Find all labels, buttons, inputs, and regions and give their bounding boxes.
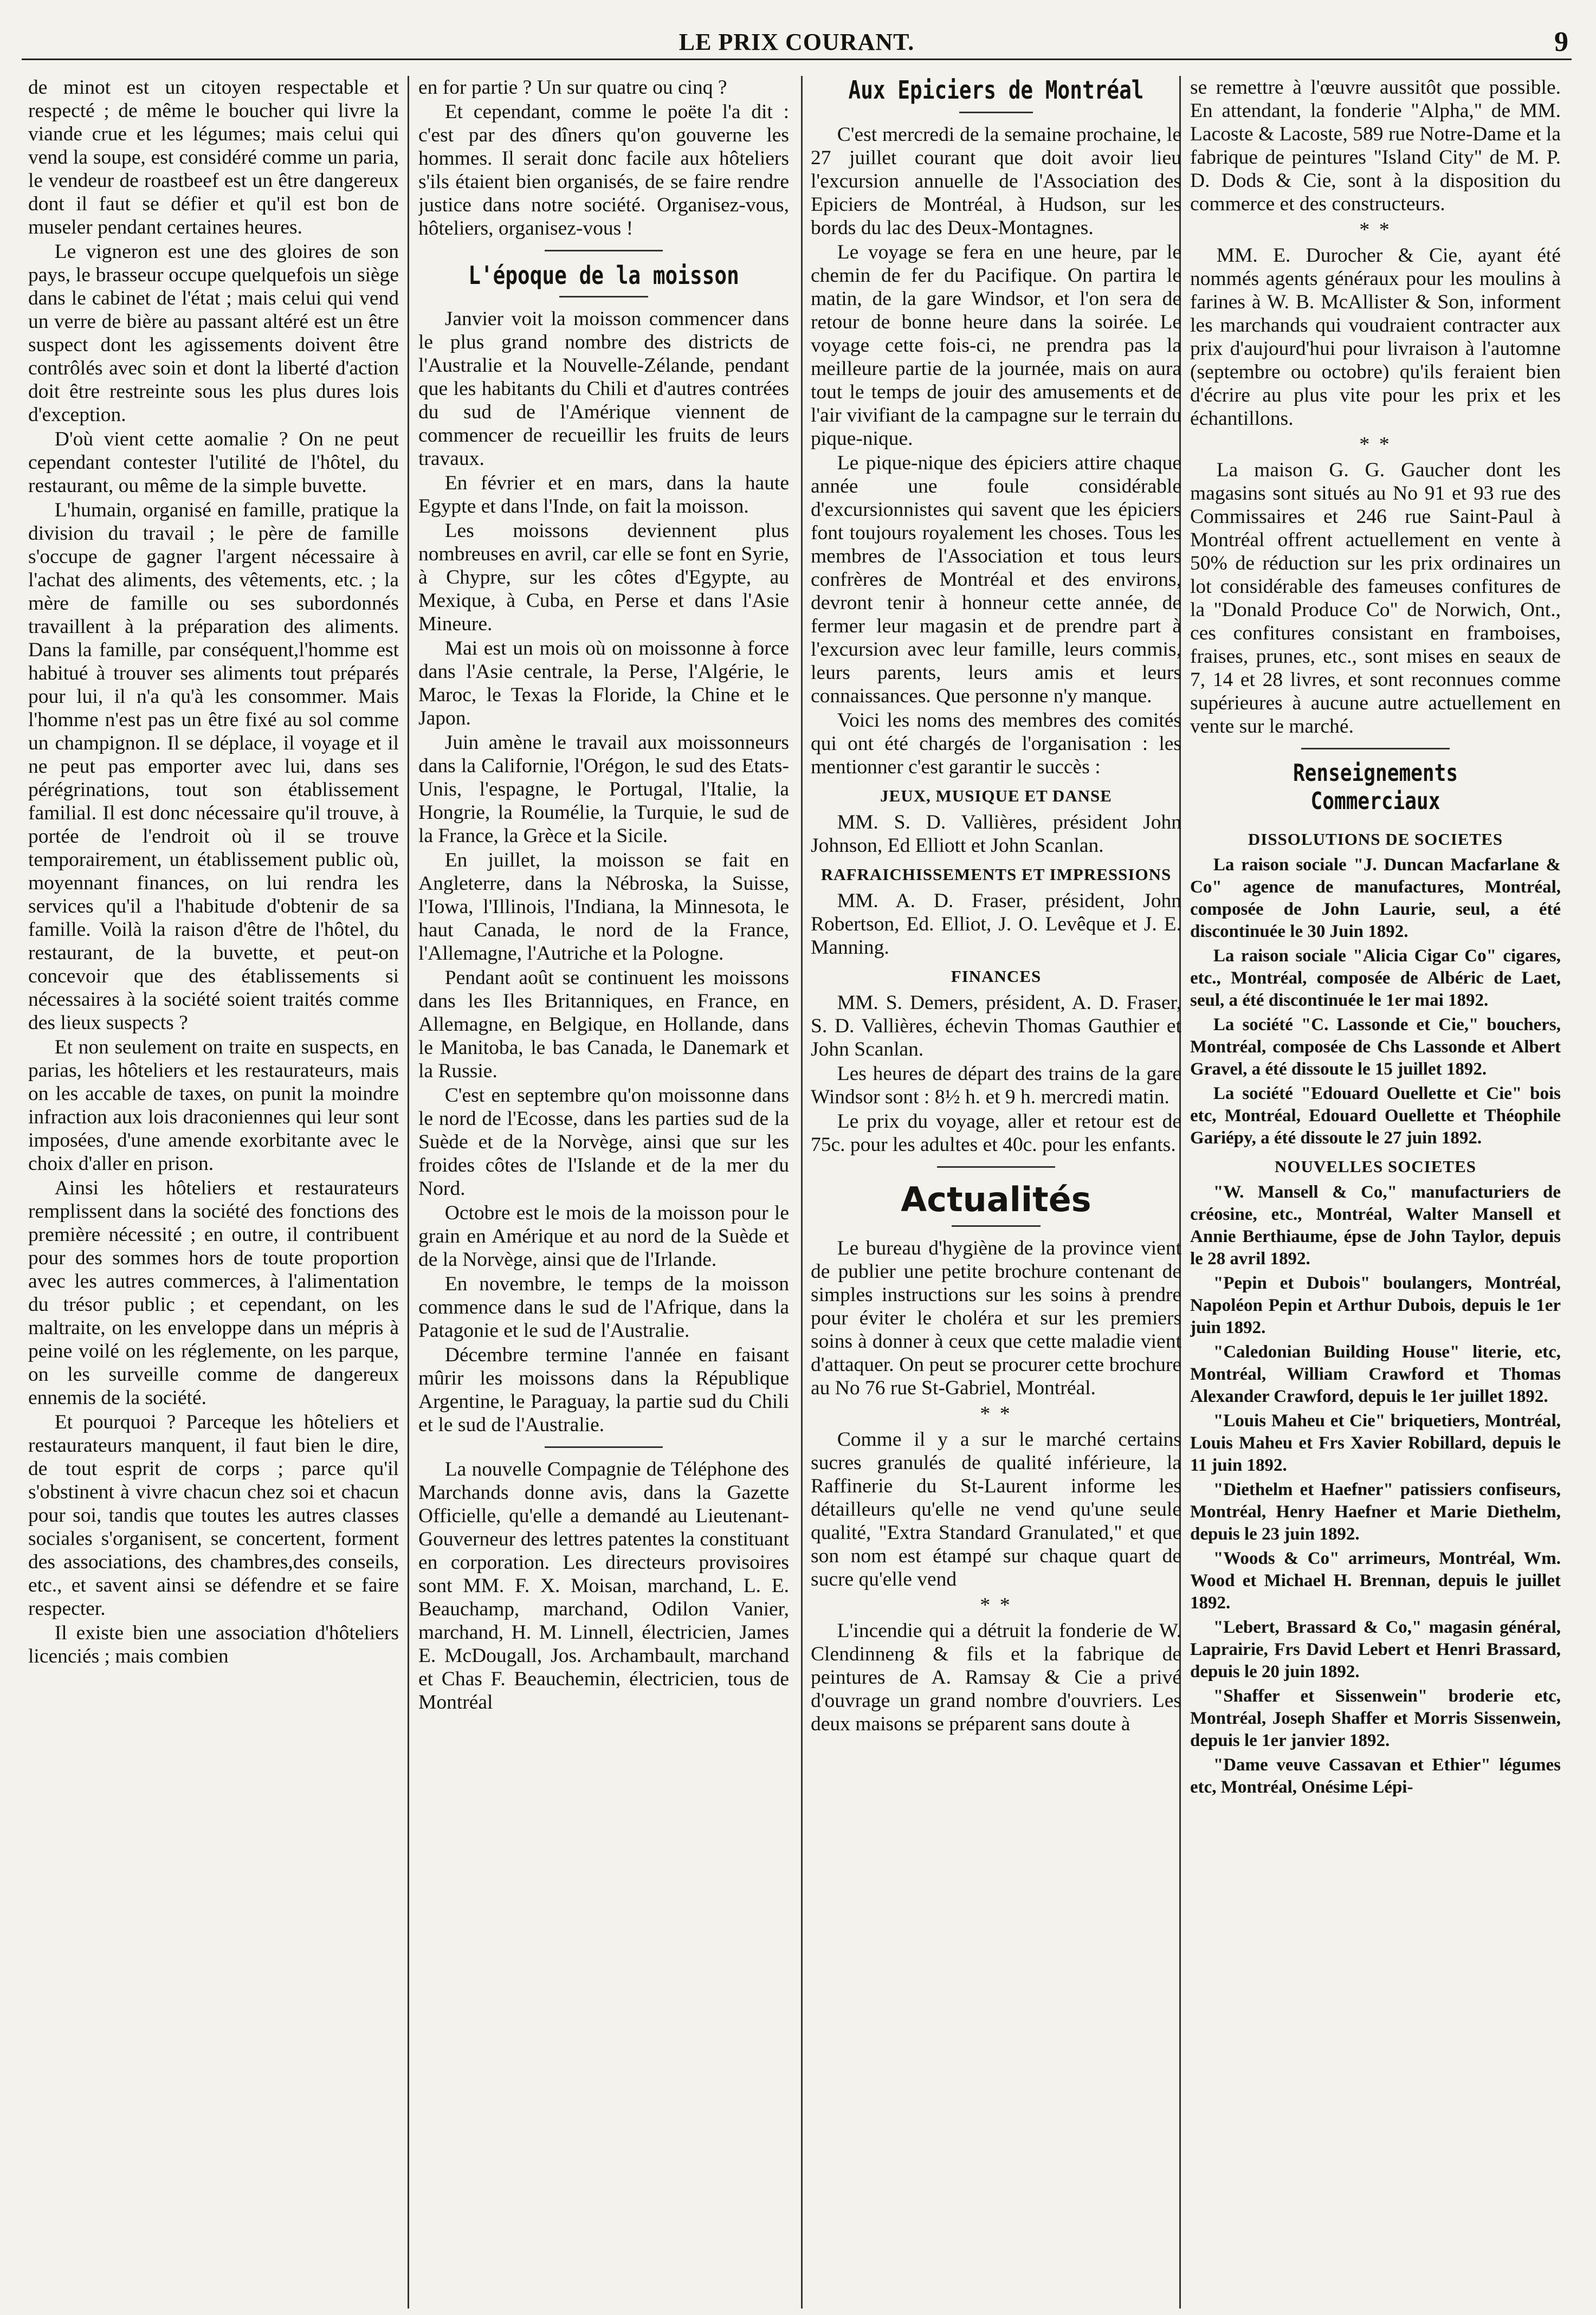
committee-text: MM. A. D. Fraser, président, John Robertson, Ed. Elliot, J. O. Levêque et J. E. Manning. [811, 890, 1181, 959]
paragraph: D'où vient cette aomalie ? On ne peut cependant contester l'utilité de l'hôtel, du restaurant, ou même de la simple buvette. [28, 428, 399, 497]
paragraph: de minot est un citoyen respectable et respecté ; de même le boucher qui livre la viande crue et les légumes; mais celui qui vend la soupe, est considéré comme un paria, le vendeur de roastbeef est un être dangereux dont il faut se défier et qu'il est bon de museler pendant certaines heures. [28, 76, 399, 238]
subsection-title: NOUVELLES SOCIETES [1274, 1157, 1477, 1176]
paragraph: L'humain, organisé en famille, pratique la division du travail ; le père de famille s'occupe de gagner l'argent nécessaire à l'achat des aliments, des vêtements, etc. ; la mère de famille ou ses subordonnés travaillent à la préparation des aliments. Dans la famille, par conséquent,l'homme est habitué à trouver ses aliments tout préparés pour lui, il n'a qu'à les consommer. Mais l'homme n'est pas un être fixé au sol comme un champignon. Il se déplace, il voyage et il ne peut pas emporter avec lui, dans ses pérégrinations, tout son établissement familial. Il est donc nécessaire qu'il trouve, à portée de l'endroit où il se trouve temporairement, un établissement public où, moyennant finances, on lui rendra les services qu'il a l'habitude d'obtenir de sa famille. Voilà la raison d'être de l'hôtel, du restaurant, de la buvette, et peut-on concevoir que des établissements si nécessaires à la société soient traités comme des lieux suspects ? [28, 499, 399, 1034]
paragraph: Le vigneron est une des gloires de son pays, le brasseur occupe quelquefois un siège dans le cabinet de l'état ; mais celui qui vend un verre de bière au passant altéré est un être suspect dont les agissements doivent être contrôlés avec soin et dont la liberté d'action doit être restreinte sous les plus dures lois d'exception. [28, 241, 399, 426]
asterism: * * [980, 1402, 1012, 1425]
paragraph: Le prix du voyage, aller et retour est de 75c. pour les adultes et 40c. pour les enfants. [811, 1110, 1181, 1156]
paragraph: Décembre termine l'année en faisant mûrir les moissons dans la République Argentine, le Paraguay, la partie sud du Chili et le sud de l'Australie. [418, 1344, 789, 1436]
committee-text: MM. S. Demers, président, A. D. Fraser, S. D. Vallières, échevin Thomas Gauthier et John Scanlan. [811, 992, 1181, 1060]
section-divider [545, 1446, 663, 1448]
paragraph: C'est en septembre qu'on moissonne dans le nord de l'Ecosse, dans les parties sud de la Suède et de la Norvège, ainsi que sur les froides côtes de l'Islande et de la mer du Nord. [418, 1084, 789, 1200]
paragraph: Et non seulement on traite en suspects, en parias, les hôteliers et les restaurateurs, mais on les accable de taxes, on punit la moindre infraction aux lois draconiennes qui leur sont imposées, d'une amende exorbitante avec le choix d'aller en prison. [28, 1036, 399, 1175]
list-item: "Dame veuve Cassavan et Ethier" légumes etc, Montréal, Onésime Lépi- [1190, 1755, 1561, 1797]
masthead [22, 26, 1572, 60]
section-divider [952, 1225, 1041, 1227]
nouvelles-list [1190, 1181, 1561, 1799]
column-4 [1190, 76, 1561, 2308]
paragraph: La maison G. G. Gaucher dont les magasins sont situés au No 91 et 93 rue des Commissaires et 246 rue Saint-Paul à Montréal offrent actuellement en vente à 50% de réduction sur les prix ordinaires un lot considérable des fameuses confitures de la "Donald Produce Co" de Norwich, Ont., ces confitures consistant en framboises, fraises, prunes, etc., sont mises en seaux de 7, 14 et 28 livres, et sont reconnues comme supérieures à aucune autre actuellement en vente sur le marché. [1190, 459, 1561, 738]
list-item: "Pepin et Dubois" boulangers, Montréal, Napoléon Pepin et Arthur Dubois, depuis le 1er juin 1892. [1190, 1273, 1561, 1337]
paragraph: Juin amène le travail aux moissonneurs dans la Californie, l'Orégon, le sud des Etats-Unis, l'espagne, le Portugal, l'Italie, la Hongrie, la Roumélie, la Turquie, le sud de la France, la Grèce et la Sicile. [418, 732, 789, 847]
subsection-title: DISSOLUTIONS DE SOCIETES [1248, 830, 1503, 849]
paragraph: En février et en mars, dans la haute Egypte et dans l'Inde, on fait la moisson. [418, 472, 789, 518]
paragraph: Mai est un mois où on moissonne à force dans l'Asie centrale, la Perse, l'Algérie, le Maroc, le Texas la Floride, la Chine et le Japon. [418, 637, 789, 729]
committee-title: JEUX, MUSIQUE ET DANSE [880, 786, 1112, 805]
paragraph: se remettre à l'œuvre aussitôt que possible. En attendant, la fonderie "Alpha," de MM. Lacoste & Lacoste, 589 rue Notre-Dame et la fabrique de peintures "Island City" de M. P. D. Dods & Cie, sont à la disposition du commerce et des constructeurs. [1190, 76, 1561, 215]
column-2 [418, 76, 789, 2308]
section-divider [545, 250, 663, 251]
list-item: "Woods & Co" arrimeurs, Montréal, Wm. Wood et Michael H. Brennan, depuis le juillet 1892. [1190, 1549, 1561, 1613]
paragraph: La nouvelle Compagnie de Téléphone des Marchands donne avis, dans la Gazette Officielle, qu'elle a demandé au Lieutenant-Gouverneur des lettres patentes la constituant en corporation. Les directeurs provisoires sont MM. F. X. Moisan, marchand, L. E. Beauchamp, marchand, Odilon Vanier, marchand, H. M. Linnell, électricien, James E. McDougall, Jos. Archambault, marchand et Chas F. Beauchemin, électricien, tous de Montréal [418, 1458, 789, 1713]
paragraph: en for partie ? Un sur quatre ou cinq ? [418, 76, 727, 99]
newspaper-title: LE PRIX COURANT. [679, 29, 915, 55]
paragraph: Voici les noms des membres des comités qui ont été chargés de l'organisation : les mentionner c'est garantir le succès : [811, 709, 1181, 778]
list-item: "W. Mansell & Co," manufacturiers de créosine, etc., Montréal, Walter Mansell et Annie Berthiaume, épse de John Taylor, depuis le 28 avril 1892. [1190, 1182, 1561, 1269]
paragraph: Les heures de départ des trains de la gare Windsor sont : 8½ h. et 9 h. mercredi matin. [811, 1063, 1181, 1108]
list-item: "Louis Maheu et Cie" briquetiers, Montréal, Louis Maheu et Frs Xavier Robillard, depuis le 11 juin 1892. [1190, 1411, 1561, 1475]
paragraph: En novembre, le temps de la moisson commence dans le sud de l'Afrique, dans la Patagonie et le sud de l'Australie. [418, 1273, 789, 1342]
list-item: "Shaffer et Sissenwein" broderie etc, Montréal, Joseph Shaffer et Morris Sissenwein, depuis le 1er janvier 1892. [1190, 1686, 1561, 1750]
section-divider [937, 1166, 1056, 1168]
section-divider [559, 296, 648, 298]
section-divider [959, 112, 1033, 113]
committee-title: RAFRAICHISSEMENTS ET IMPRESSIONS [820, 865, 1172, 884]
paragraph: L'incendie qui a détruit la fonderie de W. Clendinneng & fils et la fabrique de peintures de A. Ramsay & Cie a privé d'ouvrage un grand nombre d'ouvriers. Les deux maisons se préparent sans doute à [811, 1620, 1181, 1735]
column-rule [801, 76, 803, 2308]
list-item: "Diethelm et Haefner" patissiers confiseurs, Montréal, Henry Haefner et Marie Diethelm, depuis le 23 juin 1892. [1190, 1480, 1561, 1544]
page-number: 9 [1554, 27, 1568, 57]
paragraph: En juillet, la moisson se fait en Angleterre, dans la Nébroska, la Suisse, l'Iowa, l'Illinois, l'Indiana, la Minnesota, le haut Canada, le nord de la France, l'Allemagne, l'Autriche et la Pologne. [418, 849, 789, 965]
list-item: La raison sociale "Alicia Cigar Co" cigares, etc., Montréal, composée de Albéric de Laet, seul, a été discontinuée le 1er mai 1892. [1190, 946, 1561, 1010]
paragraph: Le voyage se fera en une heure, par le chemin de fer du Pacifique. On partira le matin, de la gare Windsor, et l'on sera de retour de bonne heure dans la soirée. Le voyage cette fois-ci, ne prendra pas la meilleure partie de la journée, mais on aura tout le temps de jouir des amusements et de l'air vivifiant de la campagne sur le terrain du pique-nique. [811, 241, 1181, 450]
asterism: * * [980, 1594, 1012, 1616]
paragraph: C'est mercredi de la semaine prochaine, le 27 juillet courant que doit avoir lieu l'excursion annuelle de l'Association des Epiciers de Montréal, à Hudson, sur les bords du lac des Deux-Montagnes. [811, 124, 1181, 239]
list-item: La société "Edouard Ouellette et Cie" bois etc, Montréal, Edouard Ouellette et Théophile Gariépy, a été dissoute le 27 juin 1892. [1190, 1084, 1561, 1148]
paragraph: Et pourquoi ? Parceque les hôteliers et restaurateurs manquent, il faut bien le dire, de tout esprit de corps ; parce qu'il s'obstinent à vivre chacun chez soi et chacun pour soi, tandis que toutes les autres classes sociales s'organisent, se concertent, forment des associations, des chambres,des conseils, etc., et savent ainsi se défendre et se faire respecter. [28, 1411, 399, 1620]
list-item: "Lebert, Brassard & Co," magasin général, Laprairie, Frs David Lebert et Henri Brassard, depuis le 20 juin 1892. [1190, 1618, 1561, 1682]
list-item: La raison sociale "J. Duncan Macfarlane & Co" agence de manufactures, Montréal, composée de John Laurie, seul, a été discontinuée le 30 Juin 1892. [1190, 855, 1561, 941]
dissolutions-list [1190, 854, 1561, 1149]
list-item: La société "C. Lassonde et Cie," bouchers, Montréal, composée de Chs Lassonde et Albert Gravel, a été dissoute le 15 juillet 1892. [1190, 1015, 1561, 1079]
section-divider [1301, 748, 1450, 749]
asterism: * * [1359, 433, 1392, 456]
paragraph: Les moissons deviennent plus nombreuses en avril, car elle se font en Syrie, à Chypre, sur les côtes d'Egypte, au Mexique, à Cuba, en Perse et dans l'Asie Mineure. [418, 520, 789, 635]
paragraph: Et cependant, comme le poëte l'a dit : c'est par des dîners qu'on gouverne les hommes. Il serait donc facile aux hôteliers s'ils étaient bien organisés, de se faire rendre justice dans notre société. Organisez-vous, hôteliers, organisez-vous ! [418, 101, 789, 240]
paragraph: Il existe bien une association d'hôteliers licenciés ; mais combien [28, 1622, 399, 1667]
paragraph: Ainsi les hôteliers et restaurateurs remplissent dans la société des fonctions des première nécessité ; en outre, il contribuent pour des sommes hors de toute proportion avec les autres commerces, à l'alimentation du trésor public ; et cependant, on les maltraite, on les enveloppe dans un mépris à peine voilé on les réglemente, on les parque, on les surveille comme de dangereux ennemis de la société. [28, 1177, 399, 1409]
committee-title: FINANCES [951, 967, 1042, 986]
paragraph: Le pique-nique des épiciers attire chaque année une foule considérable d'excursionnistes qui savent que les épiciers font toujours royalement les choses. Tous les membres de l'Association et tous leurs confrères de Montréal et des environs, devront tenir à honneur cette année, de fermer leur magasin et de prendre part à l'excursion avec leur famille, leurs commis, leurs parents, leurs amis et leurs connaissances. Que personne n'y manque. [811, 452, 1181, 707]
paragraph: MM. E. Durocher & Cie, ayant été nommés agents généraux pour les moulins à farines à W. B. McAllister & Son, informent les marchands qui voudraient contracter aux prix d'aujourd'hui pour livraison à l'automne (septembre ou octobre) qu'ils feraient bien d'écrire au plus vite pour les prix et les échantillons. [1190, 244, 1561, 430]
paragraph: Janvier voit la moisson commencer dans le plus grand nombre des districts de l'Australie et la Nouvelle-Zélande, pendant que les habitants du Chili et d'autres contrées du sud de l'Amérique viennent de commencer de recueillir les fruits de leurs travaux. [418, 308, 789, 470]
section-heading-actualites: Actualités [901, 1180, 1091, 1219]
list-item: "Caledonian Building House" literie, etc, Montréal, William Crawford et Thomas Alexander Crawford, depuis le 1er juillet 1892. [1190, 1342, 1561, 1406]
section-heading-epiciers: Aux Epiciers de Montréal [848, 76, 1144, 105]
section-heading-renseignements: Renseignements Commerciaux [1293, 759, 1458, 815]
paragraph: Pendant août se continuent les moissons dans les Iles Britanniques, en France, en Allemagne, en Belgique, en Hollande, dans le Manitoba, le bas Canada, le Danemark et la Russie. [418, 967, 789, 1082]
committee-text: MM. S. D. Vallières, président John Johnson, Ed Elliott et John Scanlan. [811, 811, 1181, 857]
paragraph: Comme il y a sur le marché certains sucres granulés de qualité inférieure, la Raffinerie du St-Laurent informe les détailleurs qu'elle ne vend qu'une seule qualité, "Extra Standard Granulated," et que son nom est étampé sur chaque quart de sucre qu'elle vend [811, 1428, 1181, 1590]
column-1 [28, 76, 399, 2308]
section-heading-moisson: L'époque de la moisson [468, 261, 739, 290]
asterism: * * [1359, 218, 1392, 241]
paragraph: Octobre est le mois de la moisson pour le grain en Amérique et au nord de la Suède et de la Norvège, ainsi que de l'Irlande. [418, 1202, 789, 1271]
column-3 [811, 76, 1181, 2308]
column-rule [408, 76, 409, 2308]
paragraph: Le bureau d'hygiène de la province vient de publier une petite brochure contenant de simples instructions sur les soins à prendre pour éviter le choléra et sur les premiers soins à donner à ceux que cette maladie vient d'attaquer. On peut se procurer cette brochure au No 76 rue St-Gabriel, Montréal. [811, 1237, 1181, 1399]
